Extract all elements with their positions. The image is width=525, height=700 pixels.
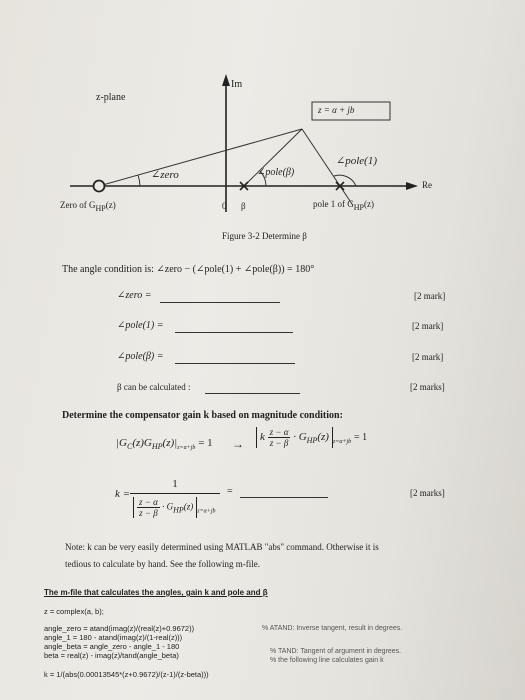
comment-gain: % the following line calculates gain k bbox=[270, 657, 384, 664]
re-axis-arrow bbox=[406, 182, 418, 190]
beta-calc-marks: [2 marks] bbox=[410, 382, 445, 392]
figure-caption: Figure 3-2 Determine β bbox=[222, 231, 307, 241]
zero-angle-arc bbox=[138, 175, 140, 186]
beta-calc-label: β can be calculated : bbox=[117, 382, 191, 392]
angle-pole-beta-row-label: ∠pole(β) = bbox=[117, 351, 164, 362]
angle-pole1-marks: [2 mark] bbox=[412, 321, 444, 331]
beta-label: β bbox=[241, 201, 246, 211]
angle-pole1-row-label: ∠pole(1) = bbox=[117, 320, 164, 331]
angle-condition-text: The angle condition is: ∠zero − (∠pole(1) + ∠pole(β)) = 180° bbox=[62, 264, 315, 275]
origin-label: 0 bbox=[222, 201, 227, 211]
angle-pole-beta-answer-blank[interactable] bbox=[175, 363, 295, 364]
mfile-heading: The m-file that calculates the angles, gain k and pole and β bbox=[44, 588, 268, 597]
code-line-2: angle_zero = atand(imag(z)/(real(z)+0.9672)) bbox=[44, 624, 195, 633]
code-line-6: k = 1/(abs(0.00013545*(z+0.9672)/(z-1)/(z-beta))) bbox=[44, 670, 209, 679]
z-to-pole1-line bbox=[302, 129, 340, 186]
angle-pole1-answer-blank[interactable] bbox=[175, 332, 293, 333]
beta-answer-blank[interactable] bbox=[205, 393, 300, 394]
im-axis-label: Im bbox=[231, 79, 243, 90]
comment-atand: % ATAND: Inverse tangent, result in degrees. bbox=[262, 625, 403, 632]
angle-zero-marks: [2 mark] bbox=[414, 291, 446, 301]
k-equals-label: k = bbox=[115, 488, 131, 500]
note-line-1: Note: k can be very easily determined using MATLAB "abs" command. Otherwise it is bbox=[65, 542, 379, 552]
pole1-of-ghp-label: pole 1 of $G_{HP}(z)$ bbox=[313, 199, 374, 212]
k-denominator: $\frac{z - \alpha}{z - \beta}$ · $G_{HP}(z)$ $_{z=\alpha+jb}$ bbox=[133, 497, 215, 518]
code-line-4: angle_beta = angle_zero - angle_1 - 180 bbox=[44, 642, 180, 651]
comment-tand: % TAND: Tangent of argument in degrees. bbox=[270, 648, 402, 655]
zero-marker bbox=[94, 181, 105, 192]
z-plane-label: z-plane bbox=[96, 92, 126, 103]
angle-pole1-label: ∠pole(1) bbox=[336, 155, 377, 167]
magnitude-equation-left: $|G_C(z)G_{HP}(z)|_{z=\alpha+jb} = 1$ bbox=[116, 437, 213, 452]
angle-zero-answer-blank[interactable] bbox=[160, 302, 280, 303]
re-axis-label: Re bbox=[422, 180, 432, 190]
k-answer-blank[interactable] bbox=[240, 497, 328, 498]
magnitude-heading: Determine the compensator gain k based on magnitude condition: bbox=[62, 410, 343, 421]
magnitude-equation-right: k $\frac{z - \alpha}{z - \beta}$ · $G_{HP}(z) _{z=\alpha+jb} = 1$ bbox=[256, 427, 367, 448]
k-equals-sign: = bbox=[227, 486, 233, 497]
angle-zero-row-label: ∠zero = bbox=[117, 290, 152, 301]
k-numerator: 1 bbox=[172, 478, 178, 490]
angle-pole-beta-marks: [2 mark] bbox=[412, 352, 444, 362]
zero-of-ghp-label: Zero of $G_{HP}(z)$ bbox=[60, 200, 116, 213]
k-fraction-bar bbox=[130, 493, 220, 494]
code-line-1: z = complex(a, b); bbox=[44, 607, 104, 616]
angle-zero-label: ∠zero bbox=[151, 169, 179, 181]
angle-pole-beta-label: ∠pole(β) bbox=[257, 167, 295, 178]
note-line-2: tedious to calculate by hand. See the following m-file. bbox=[65, 559, 260, 569]
k-marks: [2 marks] bbox=[410, 488, 445, 498]
implies-arrow: → bbox=[232, 437, 244, 451]
code-line-3: angle_1 = 180 - atand(imag(z)/(1-real(z))) bbox=[44, 633, 183, 642]
z-point-label: z = α + jb bbox=[318, 105, 355, 115]
code-line-5: beta = real(z) - imag(z)/tand(angle_beta) bbox=[44, 651, 179, 660]
im-axis-arrow bbox=[222, 74, 230, 86]
